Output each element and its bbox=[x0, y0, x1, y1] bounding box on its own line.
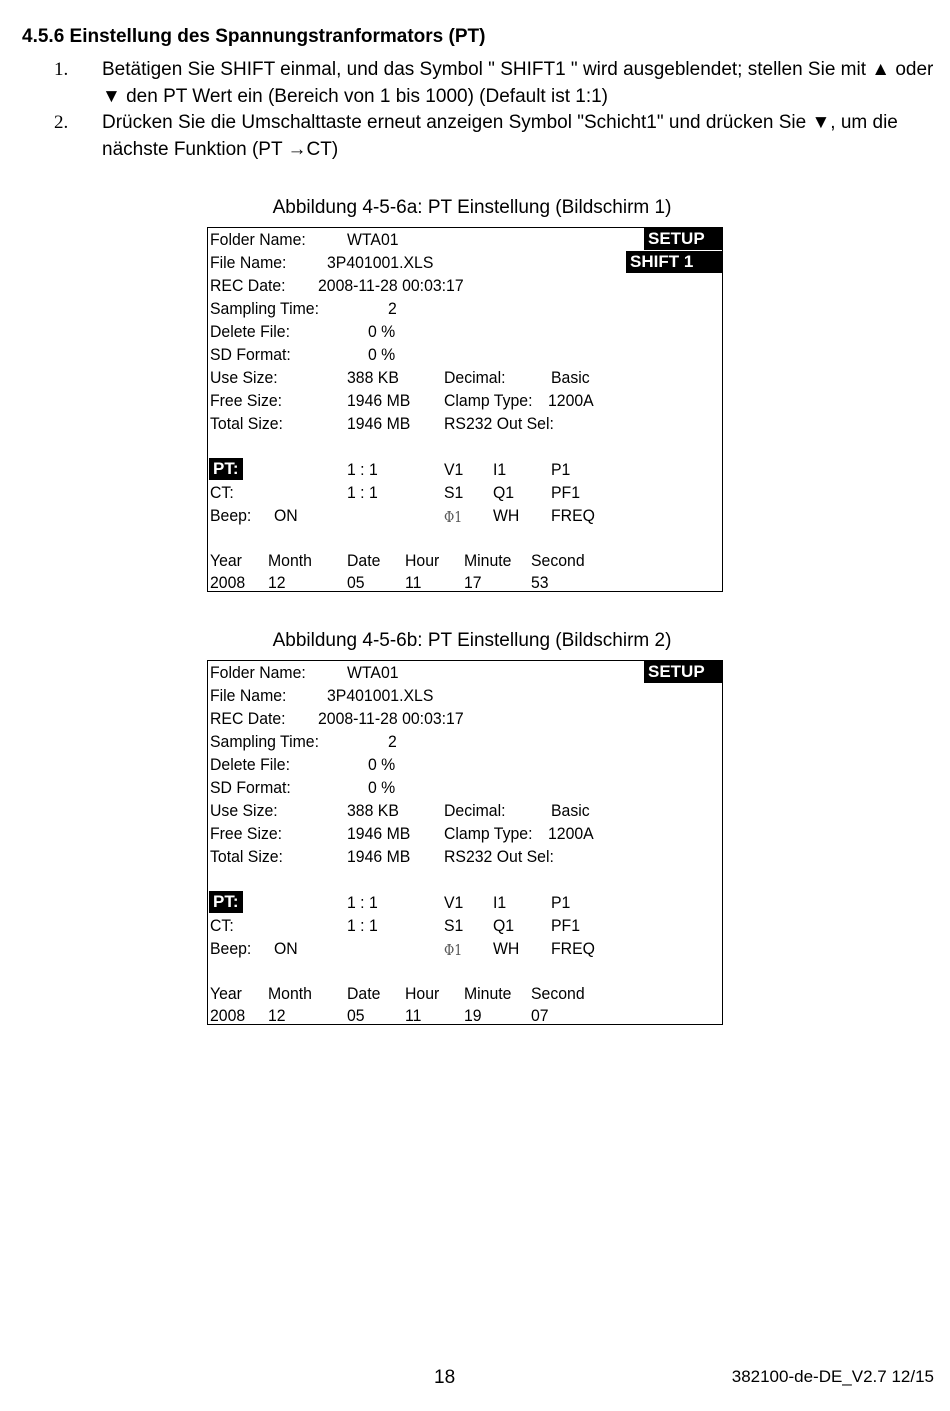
date-label: Date bbox=[347, 984, 381, 1003]
free-size-value: 1946 MB bbox=[347, 824, 411, 843]
hour-value: 11 bbox=[405, 573, 422, 592]
second-label: Second bbox=[531, 551, 585, 570]
lcd-screen-2 bbox=[207, 660, 723, 1025]
pt-value: 1 : 1 bbox=[347, 460, 378, 479]
minute-value: 19 bbox=[464, 1006, 482, 1025]
sdformat-label: SD Format: bbox=[210, 345, 291, 364]
use-size-value: 388 KB bbox=[347, 801, 399, 820]
free-size-label: Free Size: bbox=[210, 391, 283, 410]
rec-value: 2008-11-28 00:03:17 bbox=[318, 276, 464, 295]
date-value: 05 bbox=[347, 1006, 365, 1025]
lcd-screen-1 bbox=[207, 227, 723, 592]
delete-label: Delete File: bbox=[210, 755, 290, 774]
decimal-value: Basic bbox=[551, 801, 590, 820]
sel-v1: V1 bbox=[444, 460, 464, 479]
sel-pf1: PF1 bbox=[551, 916, 581, 935]
clamp-type-label: Clamp Type: bbox=[444, 824, 533, 843]
total-size-label: Total Size: bbox=[210, 847, 283, 866]
month-label: Month bbox=[268, 984, 312, 1003]
second-value: 53 bbox=[531, 573, 549, 592]
page-number: 18 bbox=[434, 1367, 456, 1388]
sel-q1: Q1 bbox=[493, 916, 515, 935]
delete-value: 0 % bbox=[368, 755, 396, 774]
sel-freq: FREQ bbox=[551, 506, 595, 525]
sel-wh: WH bbox=[493, 506, 520, 525]
decimal-label: Decimal: bbox=[444, 801, 506, 820]
figure-caption: Abbildung 4-5-6a: PT Einstellung (Bildschirm 1) bbox=[272, 197, 672, 218]
year-value: 2008 bbox=[210, 573, 246, 592]
year-value: 2008 bbox=[210, 1006, 246, 1025]
folder-value: WTA01 bbox=[347, 230, 399, 249]
rec-label: REC Date: bbox=[210, 709, 286, 728]
pt-label: PT: bbox=[209, 891, 243, 913]
sel-i1: I1 bbox=[493, 893, 507, 912]
hour-label: Hour bbox=[405, 984, 440, 1003]
sel-phi1: Φ1 bbox=[444, 941, 463, 959]
step-number: 2. bbox=[54, 112, 69, 133]
free-size-value: 1946 MB bbox=[347, 391, 411, 410]
file-value: 3P401001.XLS bbox=[327, 686, 434, 705]
sel-freq: FREQ bbox=[551, 939, 595, 958]
sampling-value: 2 bbox=[388, 732, 397, 751]
total-size-label: Total Size: bbox=[210, 414, 283, 433]
month-value: 12 bbox=[268, 573, 286, 592]
sdformat-value: 0 % bbox=[368, 778, 396, 797]
rec-value: 2008-11-28 00:03:17 bbox=[318, 709, 464, 728]
sel-i1: I1 bbox=[493, 460, 507, 479]
sampling-label: Sampling Time: bbox=[210, 299, 319, 318]
file-label: File Name: bbox=[210, 253, 287, 272]
decimal-label: Decimal: bbox=[444, 368, 506, 387]
rs232-label: RS232 Out Sel: bbox=[444, 414, 554, 433]
sel-pf1: PF1 bbox=[551, 483, 581, 502]
beep-value: ON bbox=[274, 939, 298, 958]
total-size-value: 1946 MB bbox=[347, 847, 411, 866]
shift-badge: SHIFT 1 bbox=[626, 251, 722, 273]
clamp-type-label: Clamp Type: bbox=[444, 391, 533, 410]
sel-wh: WH bbox=[493, 939, 520, 958]
use-size-label: Use Size: bbox=[210, 368, 278, 387]
decimal-value: Basic bbox=[551, 368, 590, 387]
file-value: 3P401001.XLS bbox=[327, 253, 434, 272]
month-label: Month bbox=[268, 551, 312, 570]
sdformat-label: SD Format: bbox=[210, 778, 291, 797]
beep-label: Beep: bbox=[210, 939, 252, 958]
ct-value: 1 : 1 bbox=[347, 483, 378, 502]
setup-badge: SETUP bbox=[644, 228, 722, 250]
date-value: 05 bbox=[347, 573, 365, 592]
setup-badge: SETUP bbox=[644, 661, 722, 683]
delete-label: Delete File: bbox=[210, 322, 290, 341]
minute-label: Minute bbox=[464, 984, 512, 1003]
clamp-type-value: 1200A bbox=[548, 391, 594, 410]
beep-value: ON bbox=[274, 506, 298, 525]
file-label: File Name: bbox=[210, 686, 287, 705]
sel-v1: V1 bbox=[444, 893, 464, 912]
folder-label: Folder Name: bbox=[210, 230, 306, 249]
date-label: Date bbox=[347, 551, 381, 570]
step-text: Drücken Sie die Umschalttaste erneut anzeigen Symbol "Schicht1" und drücken Sie ▼, um die nächste Funktion (PT →CT) bbox=[102, 112, 898, 160]
sampling-value: 2 bbox=[388, 299, 397, 318]
figure-caption: Abbildung 4-5-6b: PT Einstellung (Bildschirm 2) bbox=[272, 630, 672, 651]
step-text: Betätigen Sie SHIFT einmal, und das Symbol " SHIFT1 " wird ausgeblendet; stellen Sie mit ▲ oder ▼ den PT Wert ein (Bereich von 1 bis 1000) (Default ist 1:1) bbox=[102, 59, 934, 107]
delete-value: 0 % bbox=[368, 322, 396, 341]
use-size-label: Use Size: bbox=[210, 801, 278, 820]
sel-phi1: Φ1 bbox=[444, 508, 463, 526]
free-size-label: Free Size: bbox=[210, 824, 283, 843]
year-label: Year bbox=[210, 984, 242, 1003]
sel-q1: Q1 bbox=[493, 483, 515, 502]
second-value: 07 bbox=[531, 1006, 549, 1025]
sel-p1: P1 bbox=[551, 893, 571, 912]
section-heading: 4.5.6 Einstellung des Spannungstranformators (PT) bbox=[22, 26, 486, 47]
minute-label: Minute bbox=[464, 551, 512, 570]
beep-label: Beep: bbox=[210, 506, 252, 525]
folder-value: WTA01 bbox=[347, 663, 399, 682]
step-number: 1. bbox=[54, 59, 69, 80]
pt-label: PT: bbox=[209, 458, 243, 480]
document-id: 382100-de-DE_V2.7 12/15 bbox=[731, 1367, 934, 1386]
ct-label: CT: bbox=[210, 916, 234, 935]
total-size-value: 1946 MB bbox=[347, 414, 411, 433]
sel-p1: P1 bbox=[551, 460, 571, 479]
pt-value: 1 : 1 bbox=[347, 893, 378, 912]
month-value: 12 bbox=[268, 1006, 286, 1025]
hour-value: 11 bbox=[405, 1006, 422, 1025]
use-size-value: 388 KB bbox=[347, 368, 399, 387]
second-label: Second bbox=[531, 984, 585, 1003]
minute-value: 17 bbox=[464, 573, 482, 592]
sdformat-value: 0 % bbox=[368, 345, 396, 364]
hour-label: Hour bbox=[405, 551, 440, 570]
sel-s1: S1 bbox=[444, 916, 464, 935]
sampling-label: Sampling Time: bbox=[210, 732, 319, 751]
rec-label: REC Date: bbox=[210, 276, 286, 295]
folder-label: Folder Name: bbox=[210, 663, 306, 682]
ct-value: 1 : 1 bbox=[347, 916, 378, 935]
ct-label: CT: bbox=[210, 483, 234, 502]
clamp-type-value: 1200A bbox=[548, 824, 594, 843]
sel-s1: S1 bbox=[444, 483, 464, 502]
year-label: Year bbox=[210, 551, 242, 570]
rs232-label: RS232 Out Sel: bbox=[444, 847, 554, 866]
